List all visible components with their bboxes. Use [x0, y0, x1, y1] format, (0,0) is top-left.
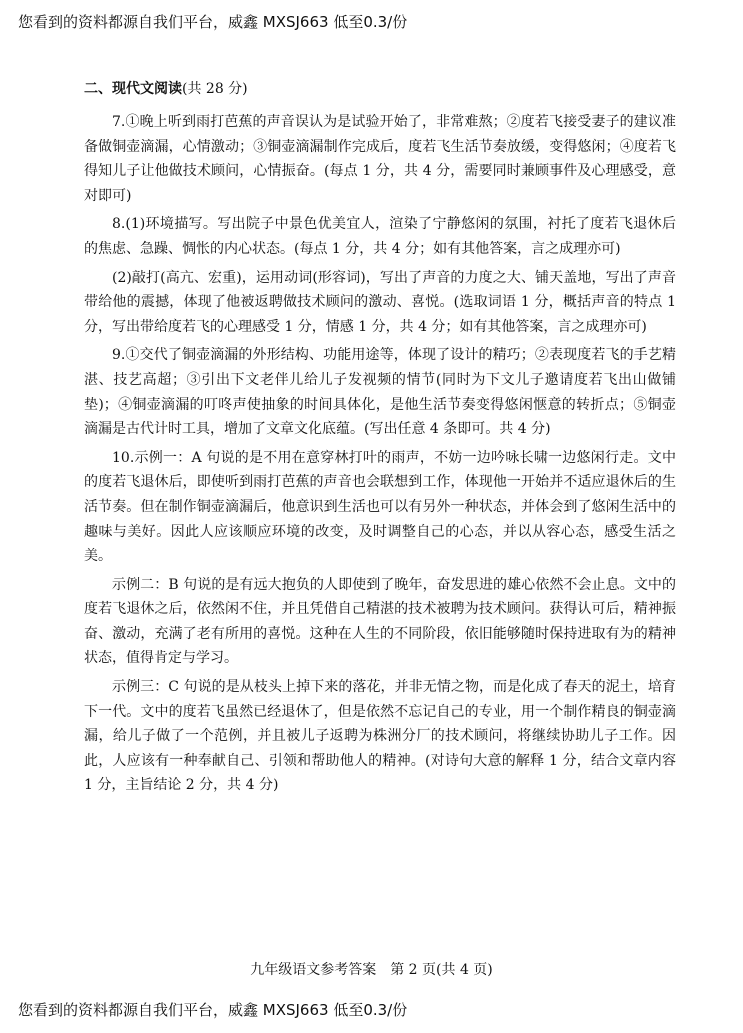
answer-q8-part2: (2)敲打(高亢、宏重)，运用动词(形容词)，写出了声音的力度之大、铺天盖地，写出了声音带给他的震撼，体现了他被返聘做技术顾问的激动、喜悦。(选取词语 1 分，概括声音的特点 1 分，写出带给度若飞的心理感受 1 分，情感 1 分，共 4 分；如有其他答案，言之成理亦可)	[84, 269, 676, 335]
answer-q10-example2: 示例二：B 句说的是有远大抱负的人即使到了晚年，奋发思进的雄心依然不会止息。文中的度若飞退休之后，依然闲不住，并且凭借自己精湛的技术被聘为技术顾问。获得认可后，精神振奋、激动，充满了老有所用的喜悦。这种在人生的不同阶段，依旧能够随时保持进取有为的精神状态，值得肯定与学习。	[84, 576, 676, 667]
answer-q8-part1: 8.(1)环境描写。写出院子中景色优美宜人，渲染了宁静悠闲的氛围，衬托了度若飞退休后的焦虑、急躁、惆怅的内心状态。(每点 1 分，共 4 分；如有其他答案，言之成理亦可)	[84, 216, 676, 257]
watermark-banner-top: 您看到的资料都源自我们平台，威鑫 MXSJ663 低至0.3/份	[18, 13, 408, 31]
watermark-banner-bottom: 您看到的资料都源自我们平台，威鑫 MXSJ663 低至0.3/份	[18, 1001, 408, 1019]
answer-content	[84, 78, 676, 802]
section-title: 二、现代文阅读	[84, 81, 182, 97]
answer-q7: 7.①晚上听到雨打芭蕉的声音误认为是试验开始了，非常难熬；②度若飞接受妻子的建议准备做铜壶滴漏，心情激动；③铜壶滴漏制作完成后，度若飞生活节奏放缓，变得悠闲；④度若飞得知儿子让他做技术顾问，心情振奋。(每点 1 分，共 4 分，需要同时兼顾事件及心理感受，意对即可)	[84, 114, 676, 204]
answer-q9: 9.①交代了铜壶滴漏的外形结构、功能用途等，体现了设计的精巧；②表现度若飞的手艺精湛、技艺高超；③引出下文老伴儿给儿子发视频的情节(同时为下文儿子邀请度若飞出山做铺垫)；④铜壶滴漏的叮咚声使抽象的时间具体化，是他生活节奏变得悠闲惬意的转折点；⑤铜壶滴漏是古代计时工具，增加了文章文化底蕴。(写出任意 4 条即可。共 4 分)	[84, 347, 676, 438]
section-heading	[84, 78, 676, 100]
page-footer: 九年级语文参考答案 第 2 页(共 4 页)	[250, 962, 493, 978]
answer-q10-example3: 示例三：C 句说的是从枝头上掉下来的落花，并非无情之物，而是化成了春天的泥土，培育下一代。文中的度若飞虽然已经退休了，但是依然不忘记自己的专业，用一个制作精良的铜壶滴漏，给儿子做了一个范例，并且被儿子返聘为株洲分厂的技术顾问，将继续协助儿子工作。因此，人应该有一种奉献自己、引领和帮助他人的精神。(对诗句大意的解释 1 分，结合文章内容 1 分，主旨结论 2 分，共 4 分)	[84, 679, 676, 794]
answer-q10-example1: 10.示例一：A 句说的是不用在意穿林打叶的雨声，不妨一边吟咏长啸一边悠闲行走。文中的度若飞退休后，即使听到雨打芭蕉的声音也会联想到工作，体现他一开始并不适应退休后的生活节奏。但在制作铜壶滴漏后，他意识到生活也可以有另外一种状态，并体会到了悠闲生活中的趣味与美好。因此人应该顺应环境的改变，及时调整自己的心态，并以从容心态，感受生活之美。	[84, 449, 676, 565]
section-score: (共 28 分)	[182, 81, 248, 97]
